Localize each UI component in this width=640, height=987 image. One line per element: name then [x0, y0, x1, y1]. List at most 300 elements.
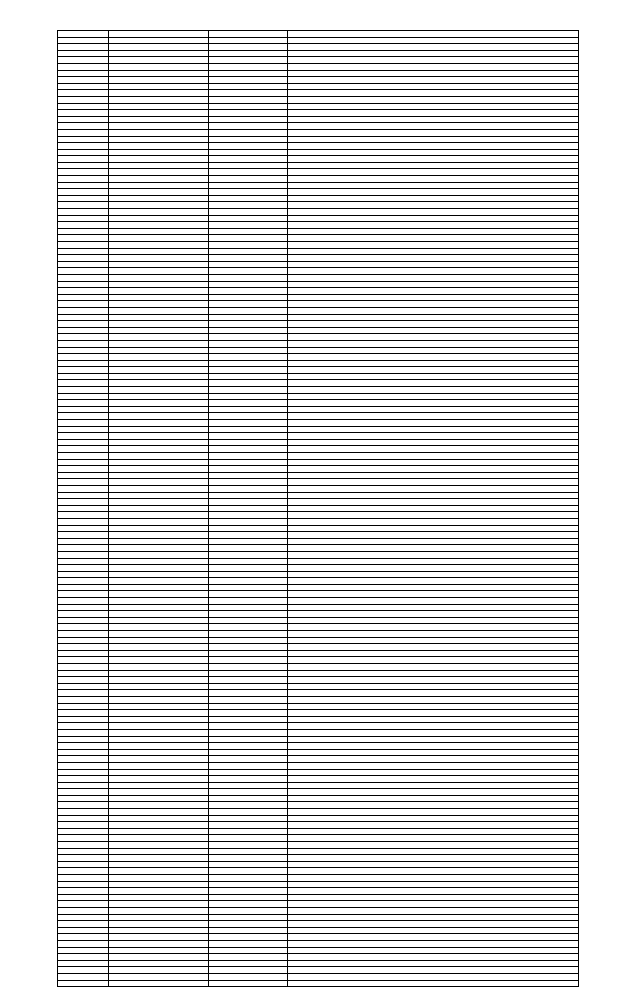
- address-cell: [288, 110, 579, 117]
- code-b-cell: [209, 439, 288, 446]
- row-number-cell: [58, 644, 109, 651]
- table-row: [58, 77, 579, 84]
- code-a-cell: [109, 822, 209, 829]
- code-a-cell: [109, 696, 209, 703]
- code-a-cell: [109, 789, 209, 796]
- row-number-cell: [58, 492, 109, 499]
- code-b-cell: [209, 123, 288, 130]
- code-a-cell: [109, 235, 209, 242]
- code-a-cell: [109, 307, 209, 314]
- code-b-cell: [209, 637, 288, 644]
- code-b-cell: [209, 881, 288, 888]
- address-cell: [288, 598, 579, 605]
- code-b-cell: [209, 855, 288, 862]
- code-a-cell: [109, 347, 209, 354]
- code-a-cell: [109, 472, 209, 479]
- code-a-cell: [109, 657, 209, 664]
- row-number-cell: [58, 228, 109, 235]
- row-number-cell: [58, 571, 109, 578]
- row-number-cell: [58, 894, 109, 901]
- code-b-cell: [209, 261, 288, 268]
- code-b-cell: [209, 795, 288, 802]
- address-cell: [288, 37, 579, 44]
- code-a-cell: [109, 598, 209, 605]
- code-b-cell: [209, 453, 288, 460]
- address-cell: [288, 136, 579, 143]
- table-row: [58, 518, 579, 525]
- row-number-cell: [58, 973, 109, 980]
- row-number-cell: [58, 881, 109, 888]
- row-number-cell: [58, 617, 109, 624]
- address-cell: [288, 914, 579, 921]
- row-number-cell: [58, 525, 109, 532]
- code-b-cell: [209, 921, 288, 928]
- code-b-cell: [209, 538, 288, 545]
- address-cell: [288, 683, 579, 690]
- row-number-cell: [58, 868, 109, 875]
- table-row: [58, 37, 579, 44]
- code-b-cell: [209, 565, 288, 572]
- code-a-cell: [109, 499, 209, 506]
- address-cell: [288, 31, 579, 38]
- row-number-cell: [58, 373, 109, 380]
- row-number-cell: [58, 591, 109, 598]
- address-cell: [288, 426, 579, 433]
- table-row: [58, 762, 579, 769]
- table-row: [58, 83, 579, 90]
- row-number-cell: [58, 143, 109, 150]
- code-a-cell: [109, 116, 209, 123]
- code-a-cell: [109, 736, 209, 743]
- address-cell: [288, 50, 579, 57]
- table-row: [58, 545, 579, 552]
- row-number-cell: [58, 367, 109, 374]
- table-row: [58, 736, 579, 743]
- code-b-cell: [209, 518, 288, 525]
- row-number-cell: [58, 103, 109, 110]
- row-number-cell: [58, 598, 109, 605]
- table-row: [58, 420, 579, 427]
- address-cell: [288, 327, 579, 334]
- row-number-cell: [58, 110, 109, 117]
- code-b-cell: [209, 321, 288, 328]
- address-cell: [288, 90, 579, 97]
- code-b-cell: [209, 37, 288, 44]
- row-number-cell: [58, 248, 109, 255]
- code-b-cell: [209, 307, 288, 314]
- row-number-cell: [58, 795, 109, 802]
- row-number-cell: [58, 189, 109, 196]
- table-row: [58, 624, 579, 631]
- code-a-cell: [109, 861, 209, 868]
- code-b-cell: [209, 380, 288, 387]
- code-b-cell: [209, 782, 288, 789]
- code-a-cell: [109, 842, 209, 849]
- code-b-cell: [209, 512, 288, 519]
- row-number-cell: [58, 50, 109, 57]
- address-cell: [288, 459, 579, 466]
- code-b-cell: [209, 466, 288, 473]
- code-b-cell: [209, 288, 288, 295]
- address-cell: [288, 472, 579, 479]
- code-a-cell: [109, 940, 209, 947]
- address-cell: [288, 716, 579, 723]
- row-number-cell: [58, 387, 109, 394]
- row-number-cell: [58, 176, 109, 183]
- code-b-cell: [209, 670, 288, 677]
- table-row: [58, 947, 579, 954]
- code-b-cell: [209, 162, 288, 169]
- code-b-cell: [209, 499, 288, 506]
- address-cell: [288, 123, 579, 130]
- code-b-cell: [209, 631, 288, 638]
- code-a-cell: [109, 314, 209, 321]
- code-a-cell: [109, 769, 209, 776]
- address-cell: [288, 940, 579, 947]
- address-cell: [288, 637, 579, 644]
- address-cell: [288, 182, 579, 189]
- row-number-cell: [58, 274, 109, 281]
- table-row: [58, 525, 579, 532]
- code-b-cell: [209, 472, 288, 479]
- table-row: [58, 828, 579, 835]
- address-cell: [288, 664, 579, 671]
- row-number-cell: [58, 321, 109, 328]
- row-number-cell: [58, 558, 109, 565]
- address-cell: [288, 888, 579, 895]
- address-cell: [288, 406, 579, 413]
- code-a-cell: [109, 327, 209, 334]
- code-a-cell: [109, 439, 209, 446]
- table-row: [58, 129, 579, 136]
- address-cell: [288, 624, 579, 631]
- address-cell: [288, 248, 579, 255]
- row-number-cell: [58, 393, 109, 400]
- code-b-cell: [209, 44, 288, 51]
- table-row: [58, 176, 579, 183]
- code-b-cell: [209, 327, 288, 334]
- address-cell: [288, 228, 579, 235]
- row-number-cell: [58, 413, 109, 420]
- table-row: [58, 980, 579, 987]
- row-number-cell: [58, 927, 109, 934]
- table-row: [58, 453, 579, 460]
- address-cell: [288, 617, 579, 624]
- code-b-cell: [209, 664, 288, 671]
- address-cell: [288, 927, 579, 934]
- row-number-cell: [58, 710, 109, 717]
- code-b-cell: [209, 802, 288, 809]
- row-number-cell: [58, 453, 109, 460]
- table-row: [58, 960, 579, 967]
- address-cell: [288, 967, 579, 974]
- table-row: [58, 789, 579, 796]
- row-number-cell: [58, 426, 109, 433]
- row-number-cell: [58, 57, 109, 64]
- code-a-cell: [109, 868, 209, 875]
- table-row: [58, 848, 579, 855]
- code-a-cell: [109, 967, 209, 974]
- address-cell: [288, 83, 579, 90]
- table-row: [58, 143, 579, 150]
- address-cell: [288, 307, 579, 314]
- code-a-cell: [109, 545, 209, 552]
- code-b-cell: [209, 650, 288, 657]
- table-row: [58, 677, 579, 684]
- code-a-cell: [109, 894, 209, 901]
- code-b-cell: [209, 268, 288, 275]
- code-a-cell: [109, 149, 209, 156]
- address-cell: [288, 670, 579, 677]
- table-row: [58, 274, 579, 281]
- address-cell: [288, 235, 579, 242]
- code-a-cell: [109, 446, 209, 453]
- code-a-cell: [109, 248, 209, 255]
- address-cell: [288, 650, 579, 657]
- code-a-cell: [109, 591, 209, 598]
- code-b-cell: [209, 736, 288, 743]
- code-b-cell: [209, 182, 288, 189]
- address-cell: [288, 439, 579, 446]
- table-row: [58, 228, 579, 235]
- address-cell: [288, 855, 579, 862]
- table-row: [58, 644, 579, 651]
- row-number-cell: [58, 624, 109, 631]
- address-cell: [288, 274, 579, 281]
- code-b-cell: [209, 354, 288, 361]
- code-b-cell: [209, 828, 288, 835]
- code-b-cell: [209, 57, 288, 64]
- code-b-cell: [209, 888, 288, 895]
- row-number-cell: [58, 156, 109, 163]
- address-cell: [288, 749, 579, 756]
- row-number-cell: [58, 855, 109, 862]
- address-cell: [288, 789, 579, 796]
- code-b-cell: [209, 70, 288, 77]
- code-b-cell: [209, 459, 288, 466]
- table-row: [58, 209, 579, 216]
- row-number-cell: [58, 743, 109, 750]
- code-a-cell: [109, 96, 209, 103]
- code-b-cell: [209, 907, 288, 914]
- code-b-cell: [209, 578, 288, 585]
- code-a-cell: [109, 453, 209, 460]
- table-row: [58, 650, 579, 657]
- code-b-cell: [209, 103, 288, 110]
- address-cell: [288, 815, 579, 822]
- row-number-cell: [58, 485, 109, 492]
- address-cell: [288, 756, 579, 763]
- row-number-cell: [58, 255, 109, 262]
- code-a-cell: [109, 44, 209, 51]
- code-b-cell: [209, 842, 288, 849]
- table-row: [58, 380, 579, 387]
- table-row: [58, 466, 579, 473]
- code-a-cell: [109, 756, 209, 763]
- table-row: [58, 44, 579, 51]
- code-b-cell: [209, 149, 288, 156]
- code-b-cell: [209, 835, 288, 842]
- table-row: [58, 439, 579, 446]
- code-b-cell: [209, 274, 288, 281]
- table-row: [58, 637, 579, 644]
- table-row: [58, 591, 579, 598]
- table-row: [58, 861, 579, 868]
- table-row: [58, 222, 579, 229]
- code-b-cell: [209, 769, 288, 776]
- table-row: [58, 340, 579, 347]
- address-cell: [288, 44, 579, 51]
- code-a-cell: [109, 505, 209, 512]
- address-cell: [288, 453, 579, 460]
- row-number-cell: [58, 90, 109, 97]
- row-number-cell: [58, 162, 109, 169]
- code-a-cell: [109, 532, 209, 539]
- code-a-cell: [109, 538, 209, 545]
- row-number-cell: [58, 657, 109, 664]
- address-cell: [288, 314, 579, 321]
- address-cell: [288, 57, 579, 64]
- address-cell: [288, 420, 579, 427]
- address-cell: [288, 782, 579, 789]
- row-number-cell: [58, 182, 109, 189]
- table-row: [58, 888, 579, 895]
- code-a-cell: [109, 255, 209, 262]
- code-b-cell: [209, 420, 288, 427]
- code-b-cell: [209, 789, 288, 796]
- address-cell: [288, 828, 579, 835]
- row-number-cell: [58, 888, 109, 895]
- row-number-cell: [58, 921, 109, 928]
- row-number-cell: [58, 505, 109, 512]
- row-number-cell: [58, 136, 109, 143]
- table-row: [58, 136, 579, 143]
- table-row: [58, 558, 579, 565]
- row-number-cell: [58, 518, 109, 525]
- code-a-cell: [109, 393, 209, 400]
- code-b-cell: [209, 776, 288, 783]
- code-b-cell: [209, 189, 288, 196]
- row-number-cell: [58, 222, 109, 229]
- code-b-cell: [209, 657, 288, 664]
- row-number-cell: [58, 551, 109, 558]
- code-b-cell: [209, 624, 288, 631]
- code-b-cell: [209, 228, 288, 235]
- code-a-cell: [109, 50, 209, 57]
- address-cell: [288, 70, 579, 77]
- address-cell: [288, 63, 579, 70]
- row-number-cell: [58, 815, 109, 822]
- code-b-cell: [209, 809, 288, 816]
- code-b-cell: [209, 914, 288, 921]
- code-a-cell: [109, 334, 209, 341]
- table-row: [58, 281, 579, 288]
- code-a-cell: [109, 525, 209, 532]
- row-number-cell: [58, 716, 109, 723]
- row-number-cell: [58, 545, 109, 552]
- address-cell: [288, 143, 579, 150]
- code-a-cell: [109, 914, 209, 921]
- code-a-cell: [109, 677, 209, 684]
- code-b-cell: [209, 50, 288, 57]
- table-row: [58, 288, 579, 295]
- table-row: [58, 110, 579, 117]
- table-row: [58, 400, 579, 407]
- code-b-cell: [209, 340, 288, 347]
- code-b-cell: [209, 433, 288, 440]
- table-row: [58, 446, 579, 453]
- table-row: [58, 802, 579, 809]
- code-a-cell: [109, 228, 209, 235]
- code-a-cell: [109, 321, 209, 328]
- address-cell: [288, 822, 579, 829]
- row-number-cell: [58, 756, 109, 763]
- row-number-cell: [58, 776, 109, 783]
- address-cell: [288, 861, 579, 868]
- table-row: [58, 907, 579, 914]
- address-cell: [288, 875, 579, 882]
- address-cell: [288, 294, 579, 301]
- table-row: [58, 690, 579, 697]
- code-b-cell: [209, 314, 288, 321]
- address-cell: [288, 347, 579, 354]
- row-number-cell: [58, 901, 109, 908]
- table-row: [58, 934, 579, 941]
- code-a-cell: [109, 340, 209, 347]
- address-cell: [288, 301, 579, 308]
- code-b-cell: [209, 762, 288, 769]
- table-row: [58, 769, 579, 776]
- code-b-cell: [209, 749, 288, 756]
- row-number-cell: [58, 202, 109, 209]
- code-b-cell: [209, 710, 288, 717]
- address-cell: [288, 769, 579, 776]
- code-b-cell: [209, 677, 288, 684]
- code-a-cell: [109, 367, 209, 374]
- row-number-cell: [58, 235, 109, 242]
- code-b-cell: [209, 195, 288, 202]
- row-number-cell: [58, 861, 109, 868]
- code-a-cell: [109, 980, 209, 987]
- code-a-cell: [109, 723, 209, 730]
- code-a-cell: [109, 716, 209, 723]
- table-row: [58, 875, 579, 882]
- code-a-cell: [109, 57, 209, 64]
- address-cell: [288, 156, 579, 163]
- code-b-cell: [209, 584, 288, 591]
- code-b-cell: [209, 756, 288, 763]
- row-number-cell: [58, 749, 109, 756]
- address-cell: [288, 189, 579, 196]
- table-row: [58, 710, 579, 717]
- code-b-cell: [209, 743, 288, 750]
- code-a-cell: [109, 558, 209, 565]
- table-row: [58, 492, 579, 499]
- row-number-cell: [58, 31, 109, 38]
- code-a-cell: [109, 703, 209, 710]
- code-a-cell: [109, 406, 209, 413]
- code-a-cell: [109, 795, 209, 802]
- address-cell: [288, 545, 579, 552]
- table-row: [58, 809, 579, 816]
- row-number-cell: [58, 380, 109, 387]
- address-cell: [288, 729, 579, 736]
- row-number-cell: [58, 822, 109, 829]
- table-row: [58, 215, 579, 222]
- table-row: [58, 202, 579, 209]
- row-number-cell: [58, 736, 109, 743]
- code-b-cell: [209, 248, 288, 255]
